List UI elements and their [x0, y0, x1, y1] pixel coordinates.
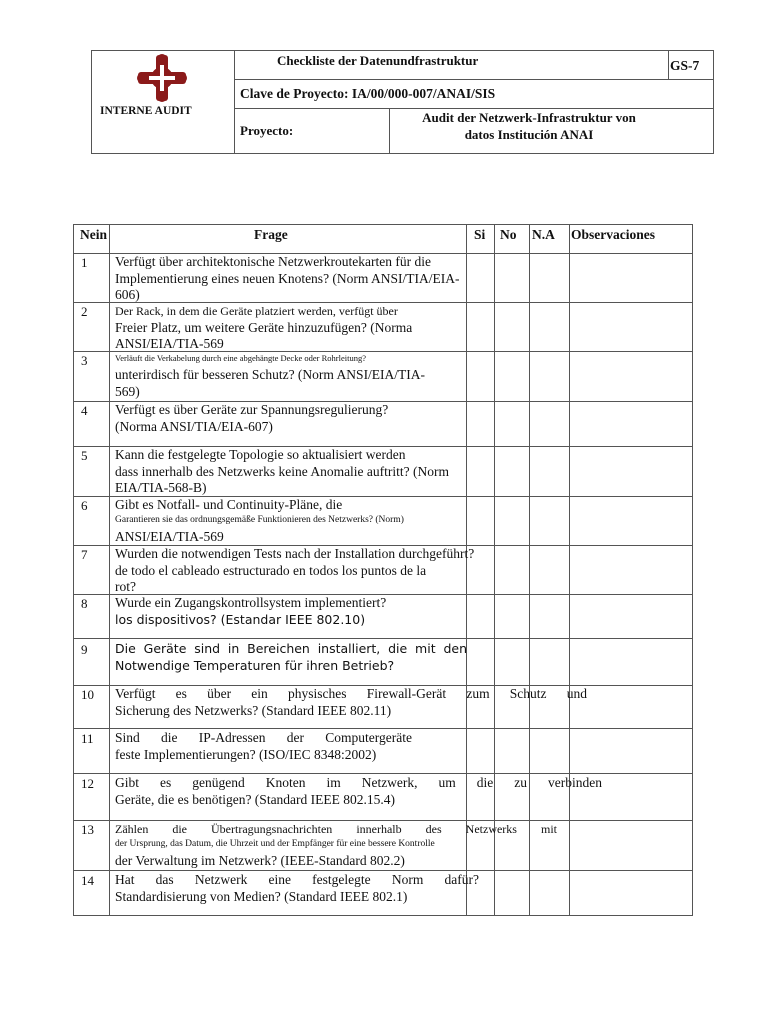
question-line: unterirdisch für besseren Schutz? (Norm ANSI/EIA/TIA-	[115, 367, 426, 382]
row-number: 4	[81, 403, 88, 418]
question-text	[115, 595, 467, 628]
org-logo-icon	[134, 53, 190, 103]
question-line: Die Geräte sind in Bereichen installiert, die mit den	[115, 641, 467, 656]
row-number: 5	[81, 448, 88, 463]
question-line: Verfügt über architektonische Netzwerkroutekarten für die	[115, 254, 431, 269]
question-line: Verläuft die Verkabelung durch eine abgehängte Decke oder Rohrleitung?	[115, 353, 366, 363]
question-line: Geräte, die es benötigen? (Standard IEEE 802.15.4)	[115, 791, 396, 807]
question-line: der Ursprung, das Datum, die Uhrzeit und der Empfänger für eine bessere Kontrolle	[115, 838, 435, 849]
question-text	[115, 821, 557, 869]
project-name	[389, 109, 669, 143]
header-divider	[668, 50, 669, 79]
row-number: 13	[81, 822, 94, 837]
question-line: Standardisierung von Medien? (Standard IEEE 802.1)	[115, 888, 408, 904]
question-text	[115, 730, 412, 763]
question-line: feste Implementierungen? (ISO/IEC 8348:2002)	[115, 746, 377, 762]
question-line: ANSI/EIA/TIA-569	[115, 336, 224, 351]
org-name: INTERNE AUDIT	[100, 105, 192, 117]
question-line: dass innerhalb des Netzwerks keine Anomalie auftritt? (Norm	[115, 463, 450, 479]
row-number: 8	[81, 596, 88, 611]
project-name-line2: datos Institución ANAI	[464, 127, 594, 142]
column-divider	[494, 224, 495, 916]
question-line: Freier Platz, um weitere Geräte hinzuzufügen? (Norma	[115, 319, 413, 335]
question-line: Implementierung eines neuen Knotens? (Norm ANSI/TIA/EIA-	[115, 270, 460, 286]
row-number: 7	[81, 547, 88, 562]
question-line: Sicherung des Netzwerks? (Standard IEEE 802.11)	[115, 702, 392, 718]
question-line: Sind die IP-Adressen der Computergeräte	[115, 730, 412, 745]
question-text	[115, 402, 467, 435]
question-line: Wurden die notwendigen Tests nach der Installation durchgeführt?	[115, 546, 475, 561]
column-header-si: Si	[474, 227, 486, 242]
question-line: los dispositivos? (Estandar IEEE 802.10)	[115, 611, 366, 627]
project-key: Clave de Proyecto: IA/00/000-007/ANAI/SIS	[240, 86, 496, 101]
question-line: ANSI/EIA/TIA-569	[115, 528, 224, 544]
question-text	[115, 546, 485, 596]
question-line: de todo el cableado estructurado en todos los puntos de la	[115, 562, 427, 578]
question-line: EIA/TIA-568-B)	[115, 480, 207, 495]
question-text	[115, 775, 602, 808]
question-line: (Norma ANSI/TIA/EIA-607)	[115, 418, 273, 434]
header-divider	[234, 50, 235, 154]
column-header-no: No	[500, 227, 517, 242]
row-number: 11	[81, 731, 94, 746]
column-divider	[529, 224, 530, 916]
question-line: Garantieren sie das ordnungsgemäße Funktionieren des Netzwerks? (Norm)	[115, 514, 404, 525]
question-line: rot?	[115, 579, 136, 594]
question-text	[115, 447, 467, 497]
row-number: 3	[81, 353, 88, 368]
row-number: 9	[81, 642, 88, 657]
row-divider	[73, 870, 693, 871]
question-line: der Verwaltung im Netzwerk? (IEEE-Standard 802.2)	[115, 852, 405, 868]
question-line: 569)	[115, 383, 140, 399]
doc-title: Checkliste der Datenundfrastruktur	[277, 53, 479, 68]
question-line: Hat das Netzwerk eine festgelegte Norm dafür?	[115, 872, 479, 887]
question-line: Der Rack, in dem die Geräte platziert werden, verfügt über	[115, 304, 398, 318]
row-number: 12	[81, 776, 94, 791]
column-header-na: N.A	[532, 227, 555, 242]
row-number: 2	[81, 304, 88, 319]
question-line: Notwendige Temperaturen für ihren Betrieb?	[115, 657, 395, 673]
column-header-observations: Observaciones	[571, 227, 655, 242]
question-text	[115, 352, 467, 400]
project-name-line1: Audit der Netzwerk-Infrastruktur von	[422, 110, 636, 125]
question-line: Verfügt es über ein physisches Firewall-Gerät zum Schutz und	[115, 686, 587, 701]
column-divider	[109, 224, 110, 916]
question-line: Wurde ein Zugangskontrollsystem implementiert?	[115, 595, 387, 610]
project-label: Proyecto:	[240, 123, 294, 138]
column-header-number: Nein	[80, 227, 107, 242]
header-divider	[234, 79, 714, 80]
question-line: Gibt es Notfall- und Continuity-Pläne, die	[115, 497, 343, 512]
question-text	[115, 303, 467, 353]
row-number: 1	[81, 255, 88, 270]
doc-code: GS-7	[670, 58, 700, 73]
question-line: Zählen die Übertragungsnachrichten innerhalb des Netzwerks mit	[115, 822, 557, 836]
question-line: 606)	[115, 287, 140, 302]
question-line: Kann die festgelegte Topologie so aktualisiert werden	[115, 447, 406, 462]
column-divider	[569, 224, 570, 916]
row-number: 6	[81, 498, 88, 513]
column-header-question: Frage	[254, 227, 288, 242]
row-number: 14	[81, 873, 94, 888]
row-number: 10	[81, 687, 94, 702]
question-text	[115, 872, 479, 905]
question-text	[115, 641, 467, 674]
row-divider	[73, 638, 693, 639]
row-divider	[73, 728, 693, 729]
question-line: Gibt es genügend Knoten im Netzwerk, um die zu verbinden	[115, 775, 602, 790]
question-text	[115, 497, 467, 545]
question-line: Verfügt es über Geräte zur Spannungsregulierung?	[115, 402, 389, 417]
question-text	[115, 254, 467, 304]
row-divider	[73, 773, 693, 774]
question-text	[115, 686, 587, 719]
